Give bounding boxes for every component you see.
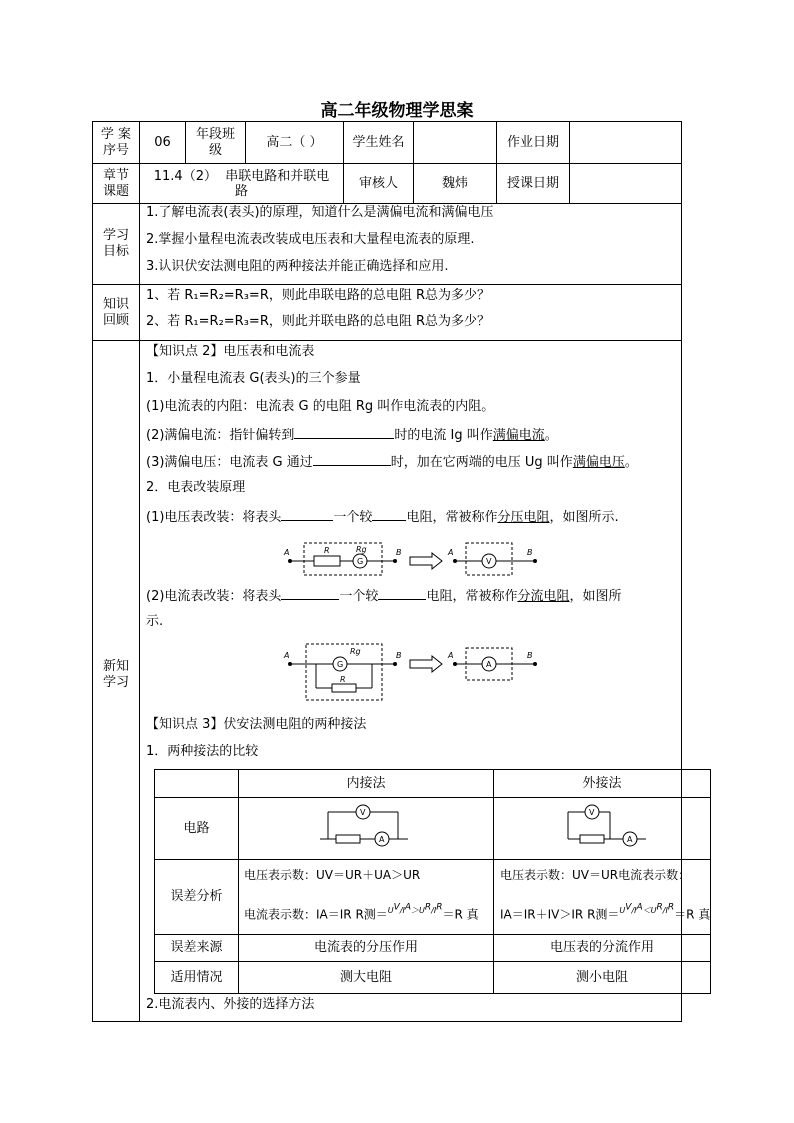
outer-current-reading: IA＝IR＋IV＞IR R测＝$^{U^V/I^A<U^R/I^R}$＝R 真 <box>500 902 711 922</box>
kp3-title: 【知识点 3】伏安法测电阻的两种接法 <box>146 717 367 732</box>
inner-current-reading: 电流表示数：IA＝IR R测＝$^{U^V/I^A>U^R/I^R}$＝R 真 <box>244 902 479 922</box>
goal-item: 1.了解电流表(表头)的原理，知道什么是满偏电流和满偏电压 <box>146 205 494 220</box>
node-label-a: A <box>448 548 454 557</box>
outer-error-source: 电压表的分流作用 <box>549 940 654 955</box>
outer-voltage-reading: 电压表示数：UV＝UR电流表示数： <box>500 868 691 882</box>
header-label-reviewer: 审核人 <box>358 175 398 191</box>
rg-label: Rg <box>356 545 367 554</box>
new-label: 新知 学习 <box>102 659 129 690</box>
inner-error-source: 电流表的分压作用 <box>313 940 418 955</box>
ammeter-conversion-cont: 示. <box>146 614 164 629</box>
inner-applicable: 测大电阻 <box>339 969 392 985</box>
node-label-b: B <box>396 548 402 557</box>
outer-connection-circuit <box>558 799 658 857</box>
galvanometer-label: G <box>337 660 344 669</box>
outer-applicable: 测小电阻 <box>575 969 628 985</box>
node-label-a: A <box>284 548 290 557</box>
voltmeter-circuit-diagram <box>280 535 550 585</box>
review-question-2: 2、若 R₁=R₂=R₃=R，则此并联电路的总电阻 R总为多少？ <box>146 314 491 329</box>
header-seq-value: 06 <box>154 134 171 150</box>
node-label-a: A <box>448 651 454 660</box>
header-reviewer-value: 魏炜 <box>441 175 468 191</box>
galvanometer-label: G <box>357 557 364 566</box>
goals-label: 学习 目标 <box>102 228 129 259</box>
header-label-chapter: 章节 课题 <box>102 167 129 199</box>
selection-method-heading: 2.电流表内、外接的选择方法 <box>146 997 315 1012</box>
node-label-b: B <box>527 548 533 557</box>
inner-voltage-reading: 电压表示数：UV＝UR＋UA＞UR <box>244 868 421 882</box>
node-label-b: B <box>396 651 402 660</box>
ammeter-label: A <box>379 835 385 844</box>
ammeter-label: A <box>486 660 492 669</box>
review-question-1: 1、若 R₁=R₂=R₃=R，则此串联电路的总电阻 R总为多少？ <box>146 288 491 303</box>
col-outer: 外接法 <box>582 775 622 791</box>
col-inner: 内接法 <box>346 775 386 791</box>
node-label-a: A <box>284 651 290 660</box>
row-circuit: 电路 <box>183 820 210 836</box>
resistor-label: R <box>324 546 330 555</box>
header-hw-date-value[interactable] <box>570 122 681 163</box>
resistor-label: R <box>340 675 346 684</box>
fill-blank[interactable] <box>372 507 406 521</box>
ammeter-conversion: (2)电流表改装：将表头 一个较 电阻，常被称作分流电阻，如图所 <box>146 586 621 606</box>
header-class-date-value[interactable] <box>570 164 681 203</box>
fill-blank[interactable] <box>294 425 394 439</box>
row-applicable: 适用情况 <box>170 969 223 985</box>
goal-item: 3.认识伏安法测电阻的两种接法并能正确选择和应用. <box>146 259 449 274</box>
goal-item: 2.掌握小量程电流表改装成电压表和大量程电流表的原理. <box>146 232 475 247</box>
param-internal-resistance: (1)电流表的内阻：电流表 G 的电阻 Rg 叫作电流表的内阻。 <box>146 399 495 414</box>
fill-blank[interactable] <box>281 586 339 600</box>
header-class-value: 高二（ ） <box>266 134 323 150</box>
kp2-title: 【知识点 2】电压表和电流表 <box>146 344 315 359</box>
fill-blank[interactable] <box>313 452 391 466</box>
fill-blank[interactable] <box>378 586 426 600</box>
voltmeter-conversion: (1)电压表改装：将表头 一个较 电阻，常被称作分压电阻，如图所示. <box>146 507 619 527</box>
row-error-source: 误差来源 <box>170 940 223 955</box>
param-full-voltage: (3)满偏电压：电流表 G 通过 时，加在它两端的电压 Ug 叫作满偏电压。 <box>146 452 638 472</box>
fill-blank[interactable] <box>281 507 333 521</box>
param-full-current: (2)满偏电流：指针偏转到 时的电流 Ig 叫作满偏电流。 <box>146 425 558 445</box>
header-student-value[interactable] <box>414 122 496 163</box>
section-1-heading: 1．小量程电流表 G(表头)的三个参量 <box>146 371 361 386</box>
ammeter-circuit-diagram <box>280 640 550 705</box>
header-label-student: 学生姓名 <box>352 134 405 150</box>
rg-label: Rg <box>350 647 361 656</box>
voltmeter-label: V <box>589 808 595 817</box>
review-label: 知识 回顾 <box>102 296 129 328</box>
node-label-b: B <box>527 651 533 660</box>
ammeter-label: A <box>627 835 633 844</box>
comparison-heading: 1．两种接法的比较 <box>146 744 259 759</box>
header-chapter-value: 11.4（2） 串联电路和并联电 路 <box>153 168 330 199</box>
page-title: 高二年级物理学思案 <box>320 101 474 121</box>
section-2-heading: 2．电表改装原理 <box>146 480 246 495</box>
header-label-class-date: 授课日期 <box>506 175 559 191</box>
header-label-seq: 学 案 序号 <box>100 126 132 158</box>
header-label-class: 年段班 级 <box>195 126 235 158</box>
voltmeter-label: V <box>486 557 492 566</box>
row-error-analysis: 误差分析 <box>170 889 223 904</box>
header-label-hw-date: 作业日期 <box>506 134 559 150</box>
inner-connection-circuit <box>318 799 418 857</box>
voltmeter-label: V <box>360 808 366 817</box>
